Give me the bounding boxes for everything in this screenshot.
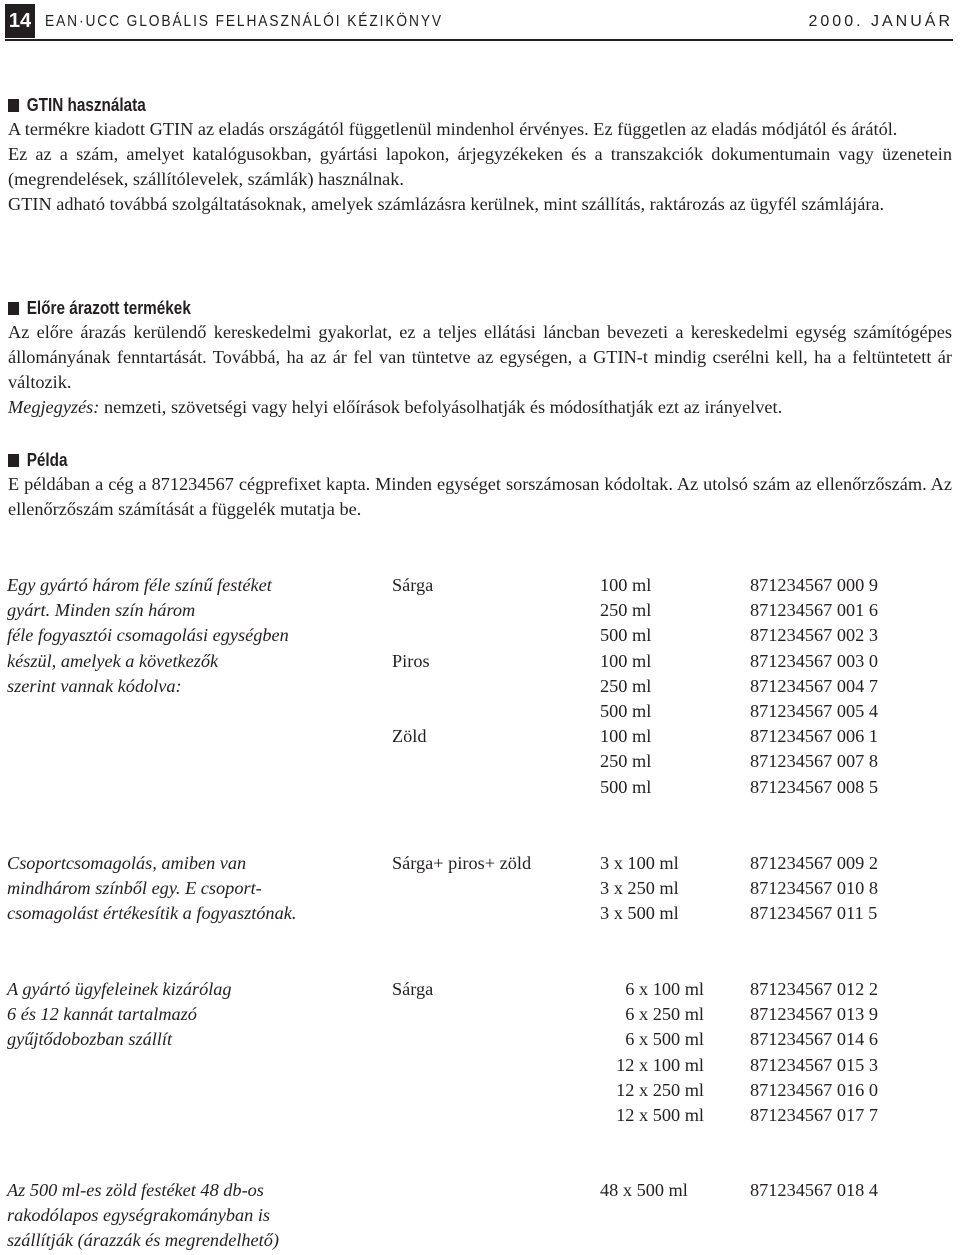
code-row (0, 623, 960, 648)
paragraph: E példában a cég a 871234567 cégprefixet kapta. Minden egységet sorszámosan kódoltak. Az utolsó szám az ellenőrzőszám. Az ellenőrzőszám számítását a függelék mutatja be. (8, 474, 952, 519)
note-text: nemzeti, szövetségi vagy helyi előírások befolyásolhatják és módosíthatják ezt az irányelvet. (99, 397, 783, 417)
code-row (0, 1027, 960, 1052)
gtin-code-cell: 871234567 003 0 (750, 650, 878, 671)
package-size-cell: 500 ml (600, 776, 652, 797)
code-row (0, 1078, 960, 1103)
code-rows (0, 977, 960, 1128)
section-heading: GTIN használata (8, 94, 810, 116)
gtin-code-cell: 871234567 008 5 (750, 776, 878, 797)
code-row (0, 1053, 960, 1078)
square-bullet-icon (8, 454, 19, 467)
gtin-code-cell: 871234567 005 4 (750, 700, 878, 721)
package-size-cell: 6 x 500 ml (625, 1029, 704, 1050)
package-size-cell: 48 x 500 ml (600, 1180, 688, 1200)
package-size-cell: 12 x 250 ml (616, 1079, 704, 1100)
gtin-code-cell: 871234567 011 5 (750, 903, 878, 924)
package-size-cell: 3 x 100 ml (600, 853, 679, 873)
page-number: 14 (5, 4, 35, 38)
package-size-cell: 100 ml (600, 726, 652, 747)
block-description: Az 500 ml-es zöld festéket 48 db-os rakodólapos egységrakományban is szállítják (árazzák és megrendelhető) (7, 1180, 279, 1251)
package-size-cell: 250 ml (600, 751, 652, 772)
gtin-code-cell: 871234567 001 6 (750, 600, 878, 621)
header-date: 2000. JANUÁR (808, 13, 953, 30)
header-title: EAN·UCC GLOBÁLIS FELHASZNÁLÓI KÉZIKÖNYV (45, 13, 444, 30)
gtin-code-cell: 871234567 004 7 (750, 675, 878, 696)
code-row (0, 977, 960, 1002)
section-prepriced-products (8, 297, 952, 420)
package-size-cell: 100 ml (600, 575, 652, 595)
gtin-code-cell: 871234567 006 1 (750, 726, 878, 747)
gtin-code-cell: 871234567 007 8 (750, 751, 878, 772)
paragraph: Ez az a szám, amelyet katalógusokban, gyártási lapokon, árjegyzékeken és a transzakciók dokumentumain vagy üzenetein (megrendelések, szállítólevelek, számlák) használnak. (8, 144, 952, 189)
code-rows (0, 851, 960, 927)
package-size-cell: 250 ml (600, 600, 652, 621)
code-rows (0, 1178, 960, 1203)
package-size-cell: 12 x 500 ml (616, 1104, 704, 1125)
section-gtin-usage (8, 94, 952, 217)
section-heading: Előre árazott termékek (8, 297, 810, 319)
gtin-code-cell: 871234567 010 8 (750, 878, 878, 899)
code-row (0, 775, 960, 800)
code-row (0, 876, 960, 901)
gtin-code-cell: 871234567 012 2 (750, 979, 878, 999)
gtin-code-cell: 871234567 000 9 (750, 575, 878, 595)
color-cell: Sárga (392, 575, 434, 595)
paragraph: Az előre árazás kerülendő kereskedelmi gyakorlat, ez a teljes ellátási láncban bevezeti a kereskedelmi egység számítógépes állományának fenntartását. Továbbá, ha az ár fel van tüntetve az egységen, a GTIN-t mindig cserélni kell, ha a feltüntetett ár változik. (8, 322, 952, 392)
code-row (0, 724, 960, 749)
color-cell: Zöld (392, 726, 427, 747)
code-row (0, 649, 960, 674)
gtin-code-cell: 871234567 015 3 (750, 1054, 878, 1075)
header-rule (5, 39, 953, 41)
section-example (8, 449, 952, 522)
code-row (0, 674, 960, 699)
code-row (0, 749, 960, 774)
note-label: Megjegyzés: (8, 397, 100, 417)
paragraph: A termékre kiadott GTIN az eladás országától függetlenül mindenhol érvényes. Ez független az eladás módjától és árától. (8, 119, 898, 139)
square-bullet-icon (8, 302, 19, 315)
page-header (5, 4, 953, 38)
note-paragraph (8, 395, 952, 420)
package-size-cell: 100 ml (600, 650, 652, 671)
code-row (0, 1002, 960, 1027)
color-cell: Piros (392, 650, 430, 671)
code-row (0, 901, 960, 926)
package-size-cell: 500 ml (600, 700, 652, 721)
package-size-cell: 6 x 100 ml (625, 979, 704, 999)
package-size-cell: 500 ml (600, 625, 652, 646)
gtin-code-cell: 871234567 018 4 (750, 1180, 878, 1200)
gtin-code-cell: 871234567 002 3 (750, 625, 878, 646)
code-row (0, 699, 960, 724)
package-size-cell: 250 ml (600, 675, 652, 696)
code-rows (0, 573, 960, 800)
gtin-code-cell: 871234567 014 6 (750, 1029, 878, 1050)
block-description: Csoportcsomagolás, amiben van mindhárom színből egy. E csoport- csomagolást értékesítik a fogyasztónak. (7, 853, 297, 924)
block-description: Egy gyártó három féle színű festéket gyárt. Minden szín három féle fogyasztói csomagolási egységben készül, amelyek a következők szerint vannak kódolva: (7, 575, 289, 696)
block-description: A gyártó ügyfeleinek kizárólag 6 és 12 kannát tartalmazó gyűjtődobozban szállít (7, 979, 232, 1050)
gtin-code-cell: 871234567 013 9 (750, 1004, 878, 1025)
paragraph: GTIN adható továbbá szolgáltatásoknak, amelyek számlázásra kerülnek, mint szállítás, raktározás az ügyfél számlájára. (8, 194, 885, 214)
color-cell: Sárga+ piros+ zöld (392, 853, 532, 873)
code-row (0, 1103, 960, 1128)
code-row (0, 573, 960, 598)
gtin-code-cell: 871234567 017 7 (750, 1104, 878, 1125)
package-size-cell: 12 x 100 ml (616, 1054, 704, 1075)
gtin-code-cell: 871234567 016 0 (750, 1079, 878, 1100)
code-row (0, 598, 960, 623)
code-row (0, 1178, 960, 1203)
code-row (0, 851, 960, 876)
square-bullet-icon (8, 99, 19, 112)
package-size-cell: 3 x 250 ml (600, 878, 679, 899)
package-size-cell: 3 x 500 ml (600, 903, 679, 924)
package-size-cell: 6 x 250 ml (625, 1004, 704, 1025)
gtin-code-cell: 871234567 009 2 (750, 853, 878, 873)
color-cell: Sárga (392, 979, 434, 999)
section-heading: Példa (8, 449, 810, 471)
